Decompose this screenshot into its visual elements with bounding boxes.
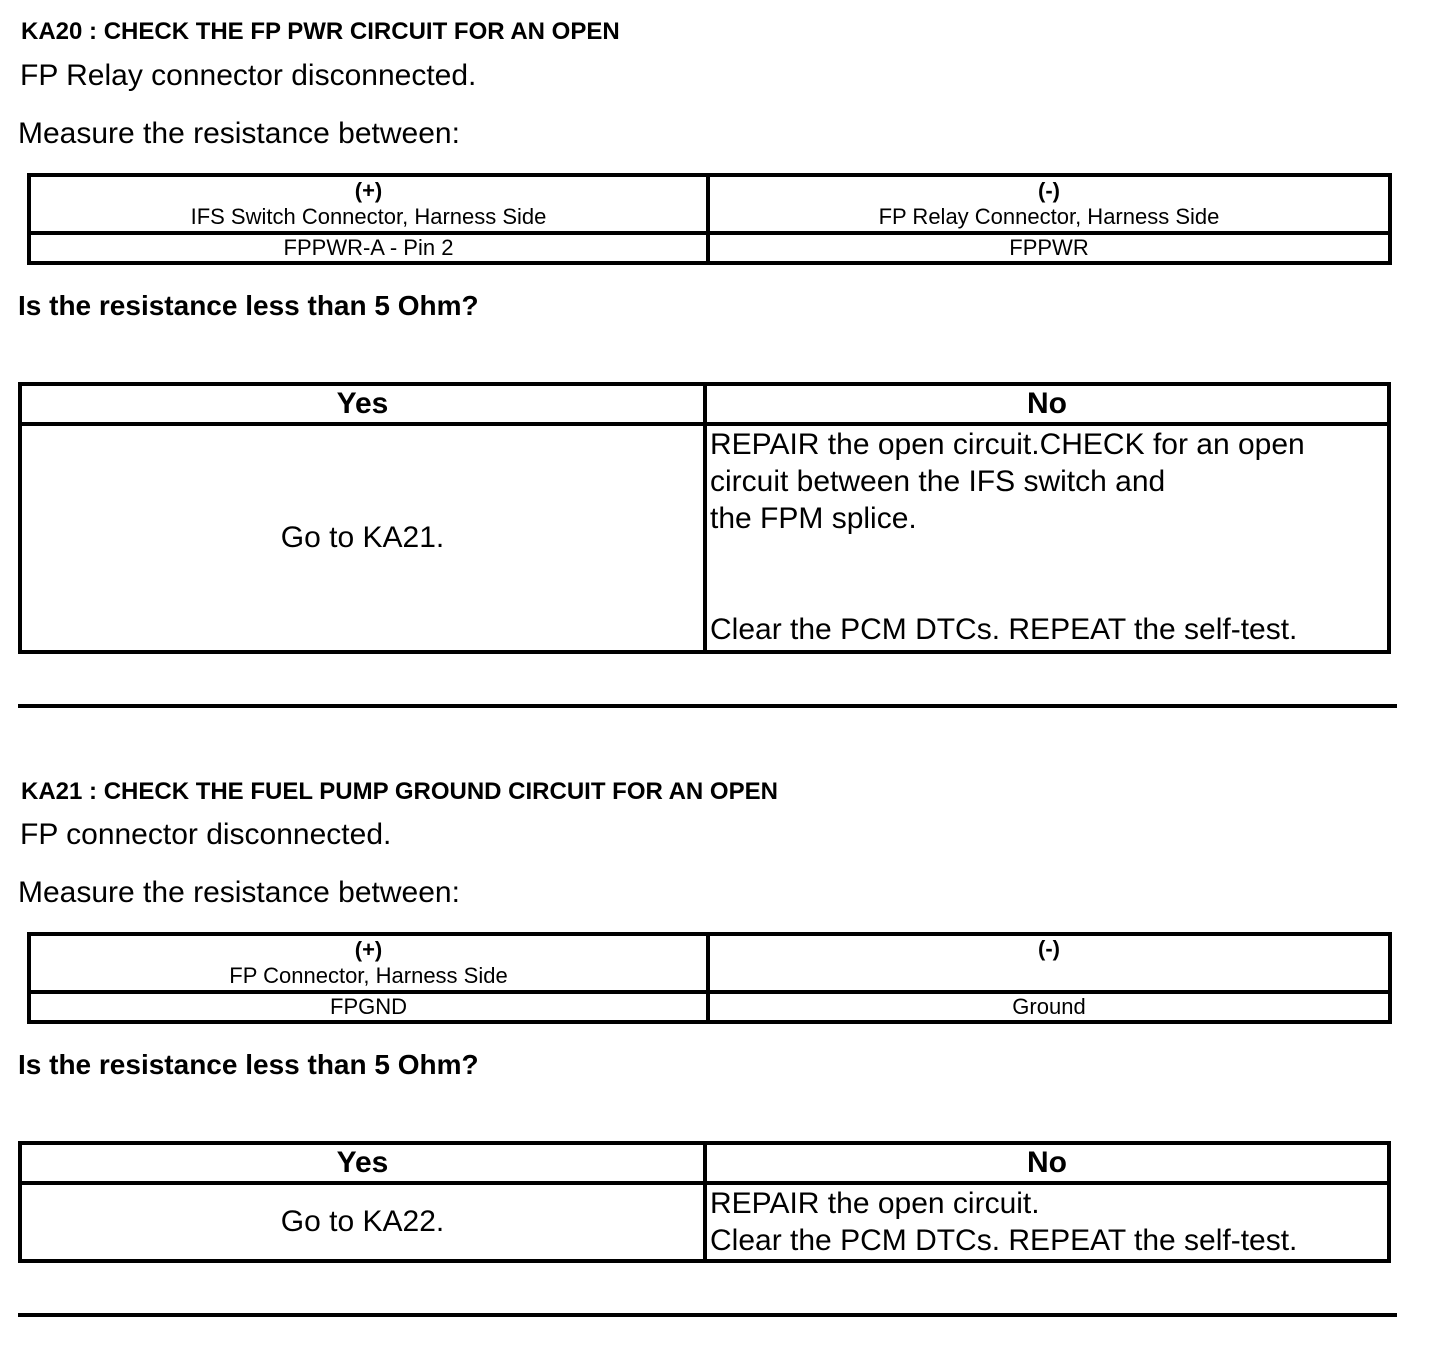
minus-header-cell [708, 175, 1390, 233]
step-instruction: Measure the resistance between: [18, 117, 460, 150]
yes-action: Go to KA22. [20, 1183, 705, 1261]
step-condition: FP Relay connector disconnected. [20, 59, 477, 92]
plus-sign: (+) [354, 178, 383, 203]
measurement-table [27, 932, 1392, 1024]
no-action-line: Clear the PCM DTCs. REPEAT the self-test. [710, 613, 1298, 646]
plus-sign: (+) [354, 937, 383, 962]
no-header: No [705, 384, 1389, 424]
section-divider [18, 1313, 1397, 1317]
no-header: No [705, 1143, 1389, 1183]
no-action-line: REPAIR the open circuit.CHECK for an open [710, 428, 1305, 461]
plus-pin-value: FPPWR-A - Pin 2 [29, 233, 708, 263]
step-title: KA20 : CHECK THE FP PWR CIRCUIT FOR AN OPEN [21, 18, 620, 45]
minus-connector-label: FP Relay Connector, Harness Side [878, 204, 1220, 229]
no-action-line: Clear the PCM DTCs. REPEAT the self-test. [710, 1224, 1298, 1257]
no-action-line: the FPM splice. [710, 502, 917, 535]
yes-action: Go to KA21. [20, 424, 705, 652]
plus-connector-label: IFS Switch Connector, Harness Side [190, 204, 547, 229]
no-action [705, 424, 1389, 652]
minus-pin-value: FPPWR [708, 233, 1390, 263]
step-question: Is the resistance less than 5 Ohm? [18, 1049, 479, 1080]
plus-header-cell [29, 934, 708, 992]
minus-pin-value: Ground [708, 992, 1390, 1022]
plus-pin-value: FPGND [29, 992, 708, 1022]
step-condition: FP connector disconnected. [20, 818, 392, 851]
yes-header: Yes [20, 384, 705, 424]
no-action-spacer [710, 537, 1387, 611]
step-question: Is the resistance less than 5 Ohm? [18, 290, 479, 321]
plus-connector-label: FP Connector, Harness Side [229, 963, 508, 988]
yes-header: Yes [20, 1143, 705, 1183]
minus-sign: (-) [1038, 178, 1060, 203]
section-divider [18, 704, 1397, 708]
no-action [705, 1183, 1389, 1261]
no-action-line: circuit between the IFS switch and [710, 465, 1166, 498]
step-instruction: Measure the resistance between: [18, 876, 460, 909]
result-table [18, 1141, 1391, 1263]
measurement-table [27, 173, 1392, 265]
step-title: KA21 : CHECK THE FUEL PUMP GROUND CIRCUIT FOR AN OPEN [21, 778, 778, 805]
minus-header-cell [708, 934, 1390, 992]
plus-header-cell [29, 175, 708, 233]
minus-sign: (-) [1038, 936, 1060, 961]
result-table [18, 382, 1391, 654]
no-action-line: REPAIR the open circuit. [710, 1187, 1040, 1220]
